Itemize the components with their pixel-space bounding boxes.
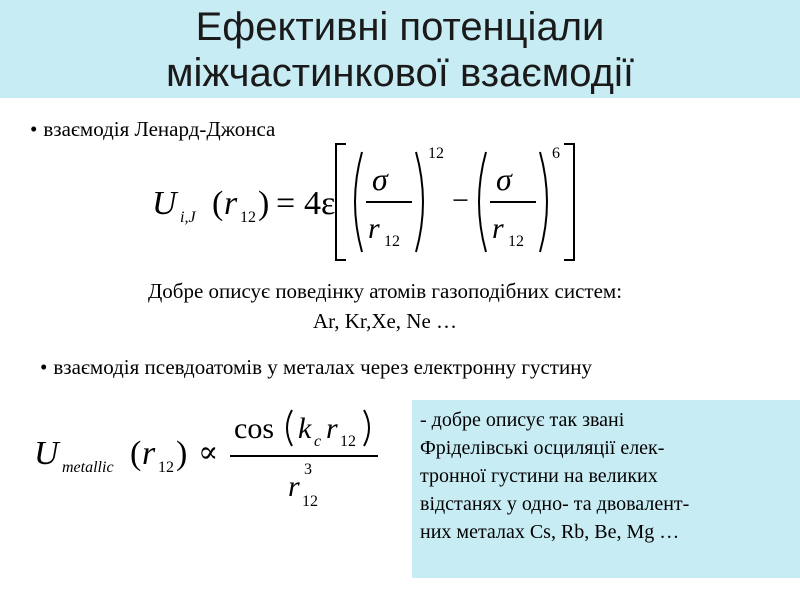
met-paren-close: ) bbox=[176, 435, 188, 472]
lj-term1-r-subscript: 12 bbox=[384, 233, 400, 250]
lj-U: U bbox=[152, 185, 177, 222]
lj-term1-paren-left bbox=[355, 152, 362, 252]
met-k: k bbox=[298, 412, 312, 445]
lj-r-subscript: 12 bbox=[240, 209, 256, 226]
lj-r: r bbox=[224, 185, 238, 222]
met-U: U bbox=[34, 435, 59, 472]
lj-minus: − bbox=[452, 184, 469, 217]
note-line: Фріделівські осциляції елек- bbox=[420, 437, 665, 459]
bullet-label-lennard-jones: взаємодія Ленард-Джонса bbox=[43, 117, 276, 141]
met-k-subscript: c bbox=[314, 433, 322, 450]
lj-bracket-right bbox=[564, 144, 574, 260]
lj-term1-sigma: σ bbox=[372, 161, 388, 197]
lj-term2-exponent: 6 bbox=[552, 145, 560, 162]
lj-term1-paren-right bbox=[416, 152, 423, 252]
met-num-r-subscript: 12 bbox=[340, 433, 356, 450]
title-band bbox=[0, 0, 800, 98]
note-line: відстанях у одно- та двовалент- bbox=[420, 493, 690, 515]
lj-description-line-1: Добре описує поведінку атомів газоподібних систем: bbox=[147, 279, 623, 303]
page-title-line-1: Ефективні потенціали bbox=[195, 5, 605, 49]
note-line: тронної густини на великих bbox=[420, 465, 658, 487]
met-cos-paren-left bbox=[287, 410, 292, 446]
lj-U-subscript: i,J bbox=[180, 209, 196, 226]
lj-description-line-2: Ar, Kr,Xe, Ne … bbox=[312, 309, 458, 333]
met-paren-open: ( bbox=[130, 435, 142, 472]
met-U-subscript: metallic bbox=[62, 459, 114, 476]
note-line: - добре описує так звані bbox=[420, 409, 625, 431]
note-line: них металах Cs, Rb, Be, Mg … bbox=[420, 521, 680, 543]
lj-paren-open: ( bbox=[212, 185, 224, 222]
met-r: r bbox=[142, 435, 156, 472]
friedel-note-box bbox=[412, 400, 800, 578]
bullet-dot: • bbox=[30, 117, 38, 141]
lj-coefficient: 4ε bbox=[304, 185, 336, 222]
met-num-r: r bbox=[326, 412, 338, 445]
lj-term2-r: r bbox=[492, 212, 504, 245]
met-den-r: r bbox=[288, 470, 300, 503]
met-cos: cos bbox=[234, 412, 274, 445]
lj-equals: = bbox=[276, 185, 296, 222]
lj-term2-paren-right bbox=[540, 152, 547, 252]
metallic-formula bbox=[30, 398, 390, 516]
lj-term2-paren-left bbox=[479, 152, 486, 252]
lj-term2-sigma: σ bbox=[496, 161, 512, 197]
lj-term1-r: r bbox=[368, 212, 380, 245]
met-den-exponent: 3 bbox=[304, 461, 312, 478]
page-title-line-2: міжчастинкової взаємодії bbox=[165, 51, 634, 95]
met-r-subscript: 12 bbox=[158, 459, 174, 476]
lj-term2-r-subscript: 12 bbox=[508, 233, 524, 250]
met-den-r-subscript: 12 bbox=[302, 493, 318, 510]
bullet-label-metallic: взаємодія псевдоатомів у металах через електронну густину bbox=[53, 355, 592, 379]
lennard-jones-formula bbox=[150, 138, 590, 266]
lj-term1-exponent: 12 bbox=[428, 145, 444, 162]
met-propto: ∝ bbox=[198, 436, 219, 469]
bullet-dot: • bbox=[40, 355, 48, 379]
bullet-metallic bbox=[40, 354, 592, 380]
lj-paren-close: ) bbox=[258, 185, 270, 222]
lj-bracket-left bbox=[336, 144, 346, 260]
met-cos-paren-right bbox=[364, 410, 369, 446]
